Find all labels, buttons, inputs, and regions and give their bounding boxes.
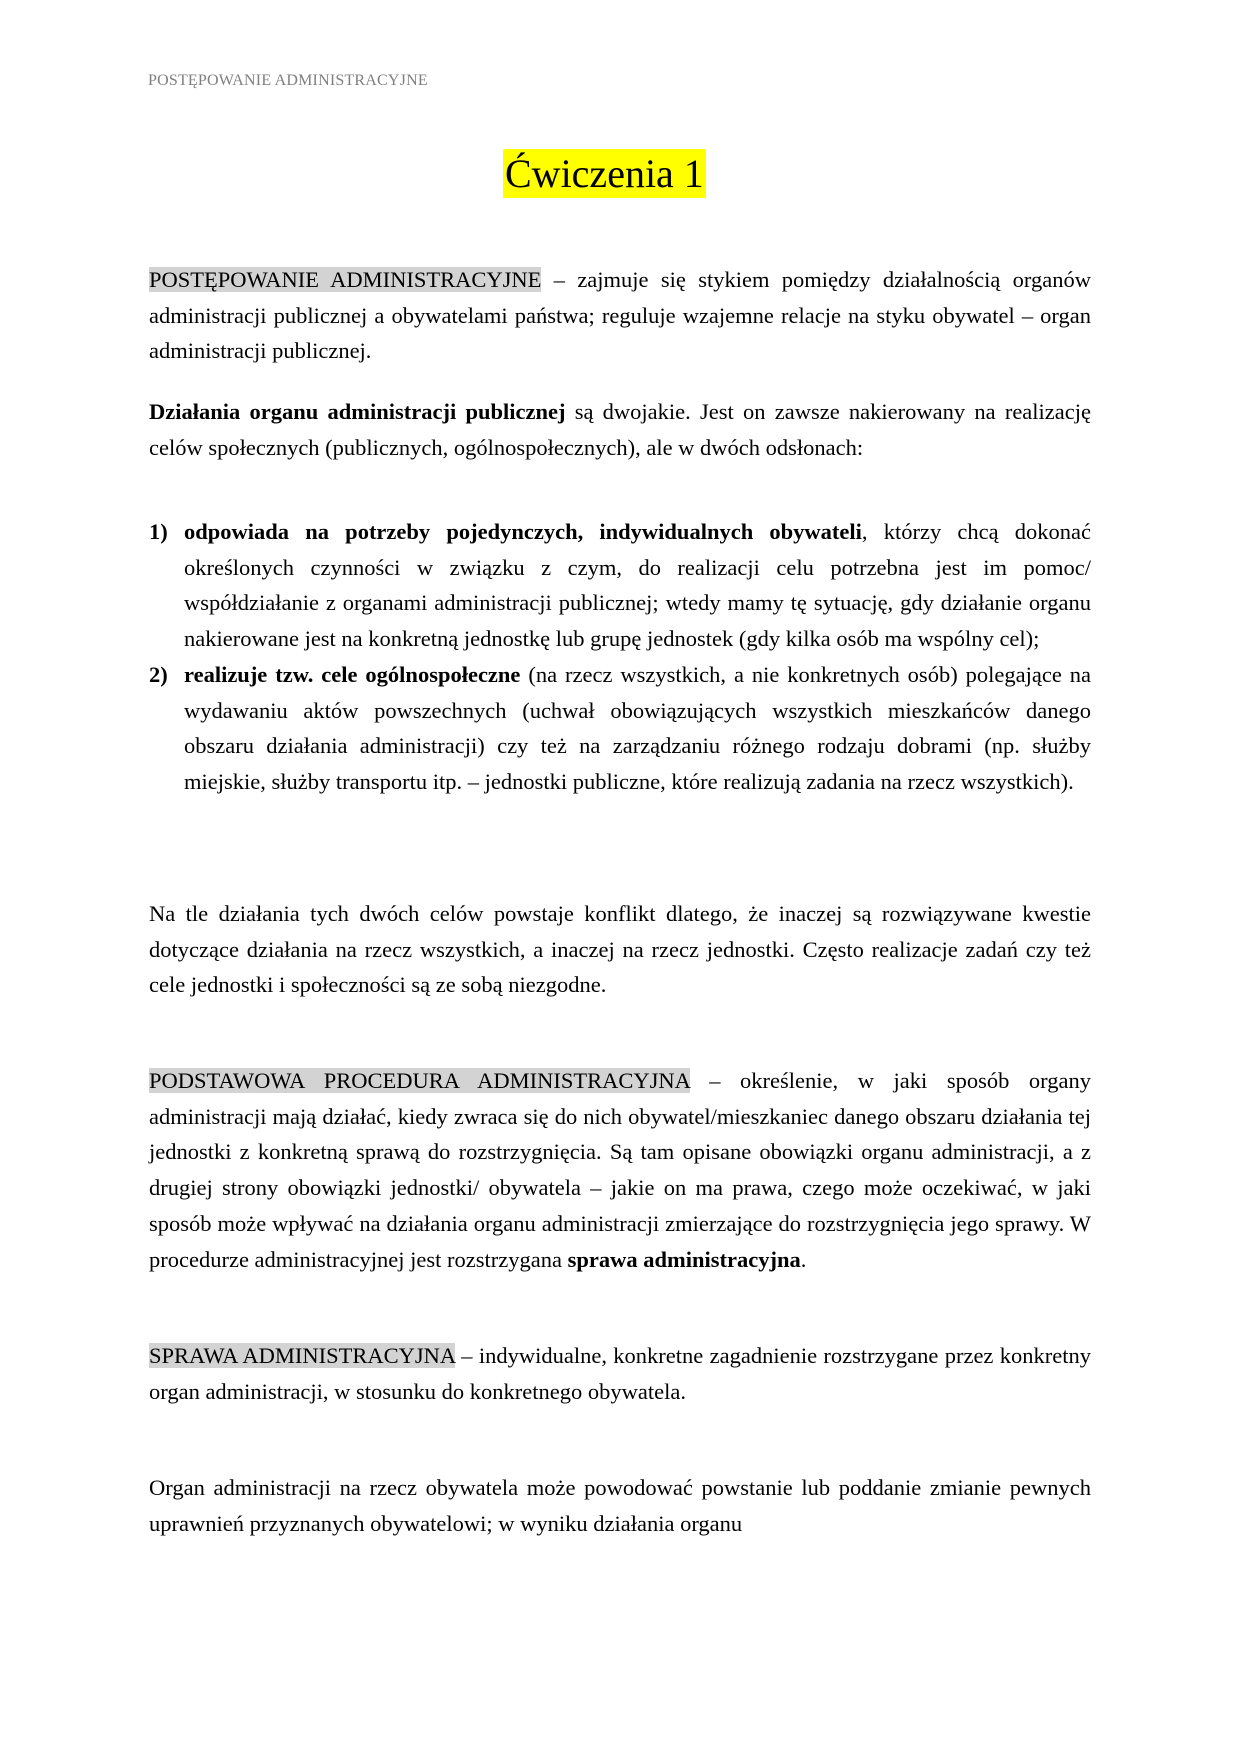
paragraph-postepowanie bbox=[149, 262, 1091, 369]
highlighted-term: SPRAWA ADMINISTRACYJNA bbox=[149, 1343, 455, 1368]
paragraph-end: . bbox=[800, 1246, 807, 1272]
paragraph-text: – określenie, w jaki sposób organy administracji mają działać, kiedy zwraca się do nich obywatel/mieszkaniec danego obszaru działania tej jednostki z konkretną sprawą do rozstrzygnięcia. Są tam opisane obowiązki organu administracji, a z drugiej strony obowiązki jednostki/ obywatela – jakie on ma prawa, czego może oczekiwać, w jaki sposób może wpływać na działania organu administracji zmierzające do rozstrzygnięcia jego sprawy. W procedurze administracyjnej jest rozstrzygana bbox=[149, 1068, 1091, 1272]
list-text: , którzy chcą dokonać określonych czynności w związku z czym, do realizacji celu potrzebna jest im pomoc/ współdziałanie z organami administracji publicznej; wtedy mamy tę sytuację, gdy działanie organu nakierowane jest na konkretną jednostkę lub grupę jednostek (gdy kilka osób ma wspólny cel); bbox=[184, 519, 1092, 652]
list-item bbox=[149, 657, 1091, 800]
list-number: 1) bbox=[149, 519, 168, 544]
list-text: (na rzecz wszystkich, a nie konkretnych osób) polegające na wydawaniu aktów powszechnych (uchwał obowiązujących wszystkich mieszkańców danego obszaru działania administracji) czy też na zarządzaniu różnego rodzaju dobrami (np. służby miejskie, służby transportu itp. – jednostki publiczne, które realizują zadania na rzecz wszystkich). bbox=[184, 661, 1091, 794]
bold-term: realizuje tzw. cele ogólnospołeczne bbox=[184, 661, 521, 687]
list-number: 2) bbox=[149, 661, 168, 687]
numbered-list bbox=[149, 514, 1091, 800]
page-title: Ćwiczenia 1 bbox=[505, 151, 704, 196]
paragraph-text: Organ administracji na rzecz obywatela może powodować powstanie lub poddanie zmianie pewnych uprawnień przyznanych obywatelowi; w wyniku działania organu bbox=[149, 1475, 1091, 1536]
paragraph-text: są dwojakie. Jest on zawsze nakierowany na realizację celów społecznych (publicznych, ogólnospołecznych), ale w dwóch odsłonach: bbox=[149, 399, 1091, 460]
highlighted-term: PODSTAWOWA PROCEDURA ADMINISTRACYJNA bbox=[149, 1068, 690, 1093]
bold-term: sprawa administracyjna bbox=[567, 1246, 801, 1272]
paragraph-sprawa bbox=[149, 1338, 1091, 1409]
list-item bbox=[149, 514, 1091, 657]
running-header: POSTĘPOWANIE ADMINISTRACYJNE bbox=[148, 72, 428, 89]
paragraph-text: Na tle działania tych dwóch celów powstaje konflikt dlatego, że inaczej są rozwiązywane kwestie dotyczące działania na rzecz wszystkich, a inaczej na rzecz jednostki. Często realizacje zadań czy też cele jednostki i społeczności są ze sobą niezgodne. bbox=[149, 901, 1091, 998]
bold-term: Działania organu administracji publicznej bbox=[149, 399, 566, 424]
paragraph-organ bbox=[149, 1470, 1091, 1541]
paragraph-dzialania bbox=[149, 394, 1091, 465]
paragraph-text: – zajmuje się stykiem pomiędzy działalnością organów administracji publicznej a obywatelami państwa; reguluje wzajemne relacje na styku obywatel – organ administracji publicznej. bbox=[149, 267, 1091, 364]
paragraph-konflikt bbox=[149, 896, 1091, 1003]
paragraph-procedura bbox=[149, 1063, 1091, 1277]
bold-term: odpowiada na potrzeby pojedynczych, indywidualnych obywateli bbox=[184, 519, 862, 544]
paragraph-text: – indywidualne, konkretne zagadnienie rozstrzygane przez konkretny organ administracji, w stosunku do konkretnego obywatela. bbox=[149, 1343, 1092, 1404]
highlighted-term: POSTĘPOWANIE ADMINISTRACYJNE bbox=[149, 267, 542, 292]
